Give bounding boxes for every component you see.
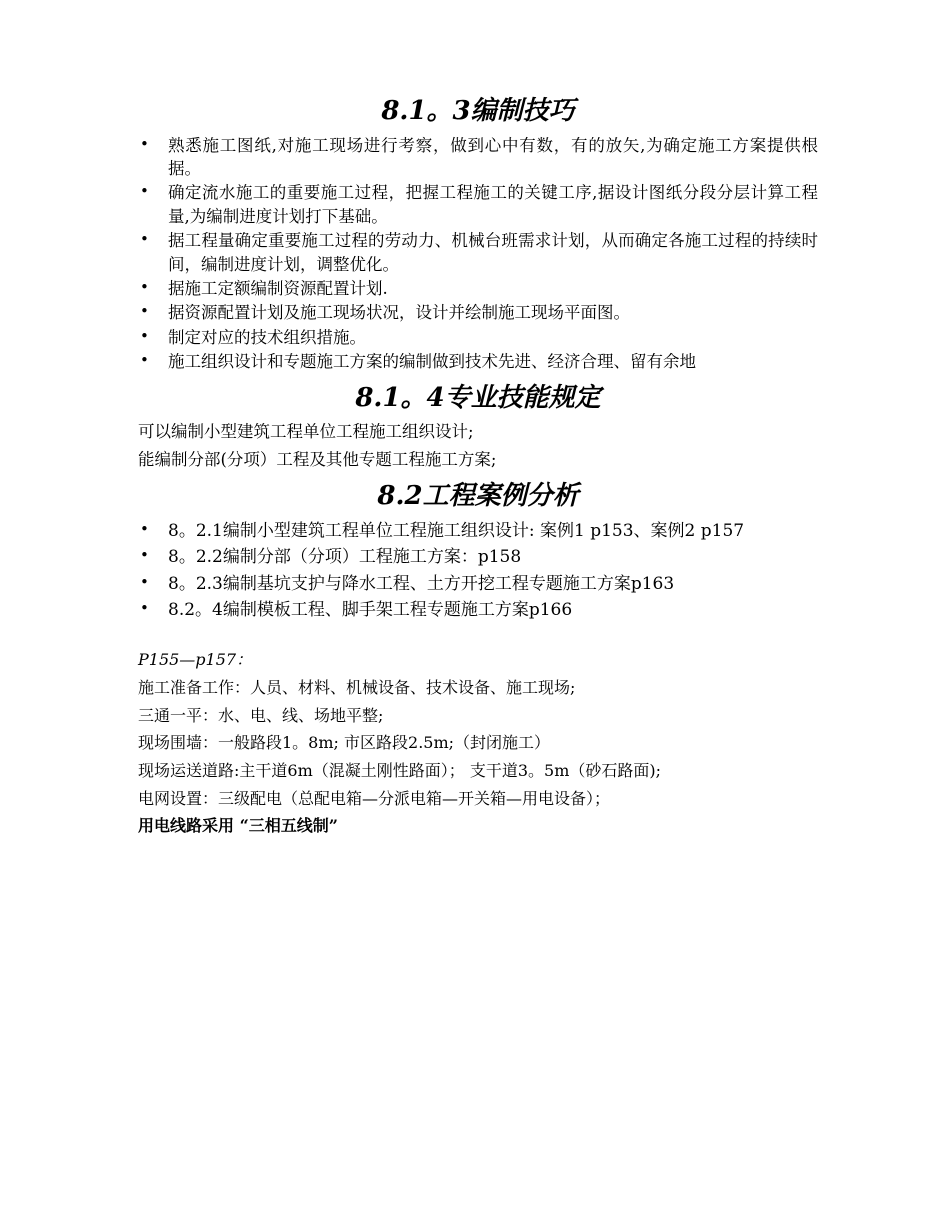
list-item: • 据资源配置计划及施工现场状况，设计并绘制施工现场平面图。 [138,301,818,324]
list-item: • 8.2。4编制模板工程、脚手架工程专题施工方案p166 [138,598,818,623]
heading-编制技巧: 8.1。3编制技巧 [381,96,575,126]
list-item: • 据工程量确定重要施工过程的劳动力、机械台班需求计划，从而确定各施工过程的持续时间，编制进度计划，调整优化。 [138,229,818,276]
list-item: • 确定流水施工的重要施工过程，把握工程施工的关键工序,据设计图纸分段分层计算工程量,为编制进度计划打下基础。 [138,181,818,228]
list-item: • 制定对应的技术组织措施。 [138,326,818,349]
list-item: • 施工组织设计和专题施工方案的编制做到技术先进、经济合理、留有余地 [138,350,818,373]
section-案例分析 [138,519,818,624]
section-施工准备说明 [138,649,818,838]
bullet-list-section-3 [138,519,818,624]
list-item: • 8。2.2编制分部（分项）工程施工方案：p158 [138,545,818,570]
document-content [138,95,818,843]
bullet-list-section-1 [138,134,818,374]
list-item: • 8。2.1编制小型建筑工程单位工程施工组织设计: 案例1 p153、案例2 p157 [138,519,818,544]
tail-line: 用电线路采用 “三相五线制” [138,816,338,836]
tail-line: 现场运送道路:主干道6m（混凝土刚性路面）； 支干道3。5m（砂石路面); [138,761,661,780]
paragraph: 能编制分部(分项）工程及其他专题工程施工方案; [138,450,497,470]
list-item: • 据施工定额编制资源配置计划. [138,277,818,300]
tail-line: 电网设置：三级配电（总配电箱—分派电箱—开关箱—用电设备）； [138,788,611,808]
heading-工程案例分析: 8.2工程案例分析 [377,481,579,512]
paragraph: 可以编制小型建筑工程单位工程施工组织设计; [138,422,474,442]
heading-专业技能规定: 8.1。4专业技能规定 [355,382,601,413]
tail-line: P155—p157： [138,650,253,670]
tail-line: 施工准备工作：人员、材料、机械设备、技术设备、施工现场; [138,677,576,697]
list-item: • 8。2.3编制基坑支护与降水工程、土方开挖工程专题施工方案p163 [138,572,818,597]
tail-line: 现场围墙：一般路段1。8m; 市区路段2.5m;（封闭施工） [138,733,551,753]
tail-line: 三通一平：水、电、线、场地平整; [138,705,384,725]
list-item: • 熟悉施工图纸,对施工现场进行考察，做到心中有数，有的放矢,为确定施工方案提供根据。 [138,134,818,181]
